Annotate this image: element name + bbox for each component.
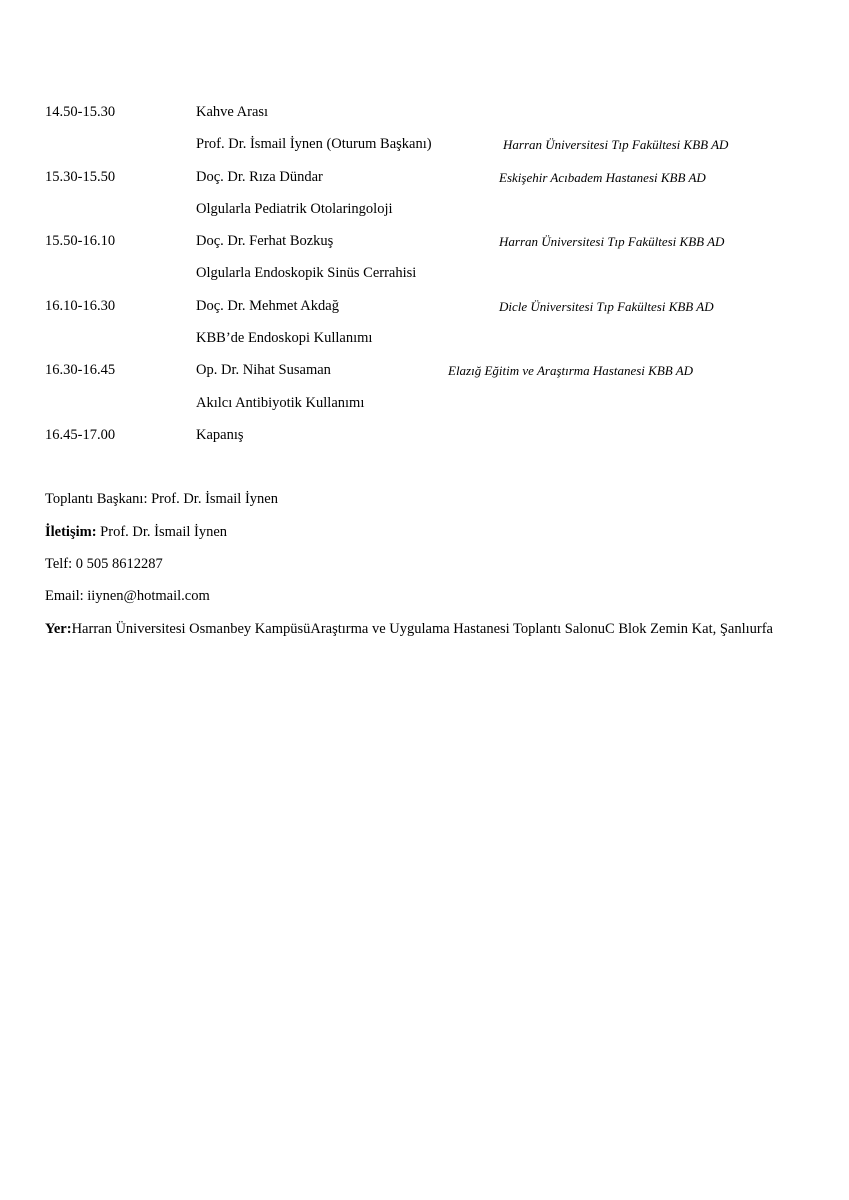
phone: Telf: 0 505 8612287 [45,556,163,572]
talk-title: Olgularla Pediatrik Otolaringoloji [196,201,393,217]
speaker: Op. Dr. Nihat Susaman [196,362,331,378]
email: Email: iiynen@hotmail.com [45,588,210,604]
venue-label: Yer: [45,621,72,637]
schedule-time: 14.50-15.30 [45,104,116,120]
schedule-time: 15.30-15.50 [45,169,116,185]
institution: Harran Üniversitesi Tıp Fakültesi KBB AD [503,137,729,152]
schedule-item: Kapanış [196,427,244,443]
speaker: Doç. Dr. Ferhat Bozkuş [196,233,334,249]
institution: Eskişehir Acıbadem Hastanesi KBB AD [499,170,706,185]
talk-title: KBB’de Endoskopi Kullanımı [196,330,373,346]
schedule-time: 16.30-16.45 [45,362,116,378]
venue [45,620,805,638]
meeting-chair: Toplantı Başkanı: Prof. Dr. İsmail İynen [45,491,278,507]
contact-line [45,523,227,541]
session-chair: Prof. Dr. İsmail İynen (Oturum Başkanı) [196,136,432,152]
institution: Elazığ Eğitim ve Araştırma Hastanesi KBB AD [448,363,694,378]
schedule-item: Kahve Arası [196,104,269,120]
speaker: Doç. Dr. Mehmet Akdağ [196,298,339,314]
speaker: Doç. Dr. Rıza Dündar [196,169,323,185]
schedule-time: 15.50-16.10 [45,233,116,249]
contact-value: Prof. Dr. İsmail İynen [96,524,228,540]
institution: Dicle Üniversitesi Tıp Fakültesi KBB AD [499,299,714,314]
schedule-time: 16.10-16.30 [45,298,116,314]
contact-label: İletişim: [45,524,97,540]
institution: Harran Üniversitesi Tıp Fakültesi KBB AD [499,234,725,249]
venue-value: Harran Üniversitesi Osmanbey KampüsüAraştırma ve Uygulama Hastanesi Toplantı SalonuC Blok Zemin Kat, Şanlıurfa [71,621,773,637]
talk-title: Akılcı Antibiyotik Kullanımı [196,395,365,411]
schedule-time: 16.45-17.00 [45,427,116,443]
talk-title: Olgularla Endoskopik Sinüs Cerrahisi [196,265,417,281]
